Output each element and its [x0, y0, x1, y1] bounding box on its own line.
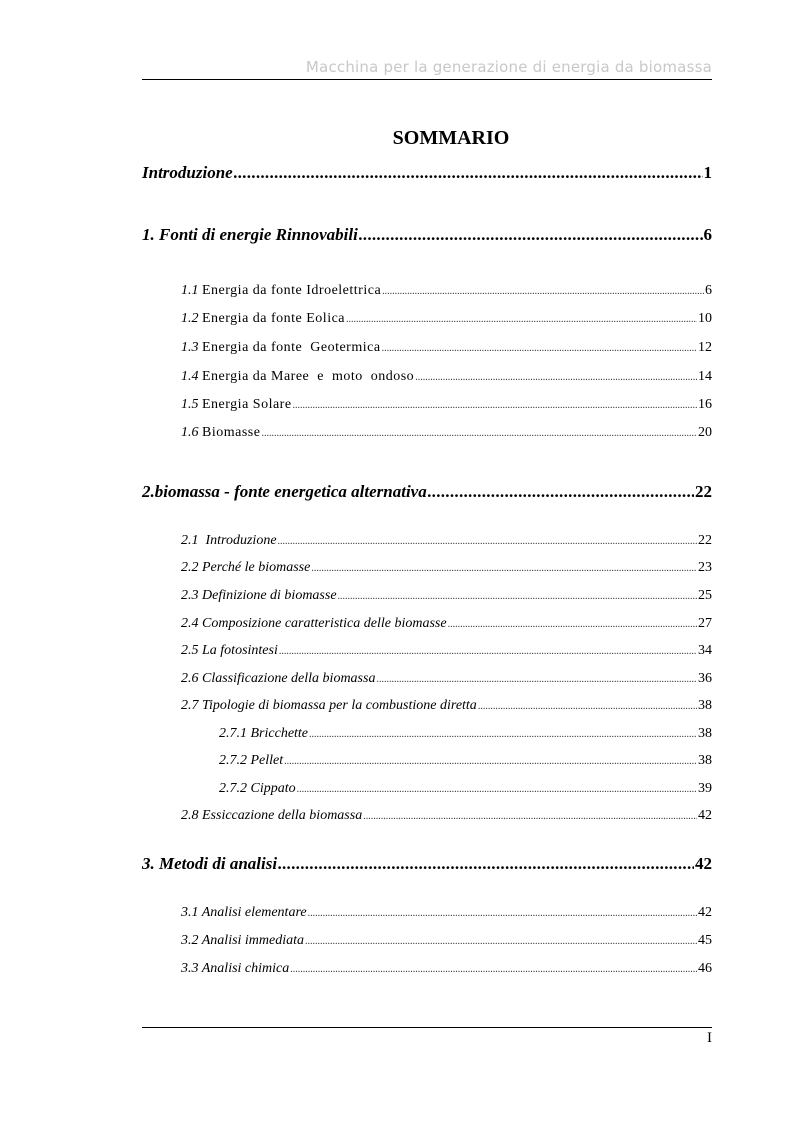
toc-label: 3.3 Analisi chimica [181, 961, 290, 976]
toc-page: 39 [698, 781, 712, 796]
toc-page: 36 [698, 671, 712, 686]
toc-number: 1.4 [181, 369, 199, 384]
toc-label: 2.4 Composizione caratteristica delle biomasse [181, 616, 447, 631]
toc-entry-chapter-1[interactable] [142, 225, 712, 245]
toc-leader [376, 674, 697, 685]
toc-label: 3.2 Analisi immediata [181, 933, 305, 948]
toc-entry-2-5[interactable] [181, 643, 712, 659]
toc-label: 1. Fonti di energie Rinnovabili [142, 225, 358, 244]
toc-page: 42 [698, 905, 712, 920]
toc-leader [234, 163, 703, 183]
toc-page: 23 [698, 560, 712, 575]
toc-label: 3. Metodi di analisi [142, 854, 278, 873]
toc-page: 20 [698, 425, 712, 440]
toc-leader [278, 854, 694, 874]
toc-label: 2.7.2 Pellet [219, 753, 284, 768]
header-rule [142, 79, 712, 80]
toc-entry-2-3[interactable] [181, 588, 712, 604]
toc-number: 1.3 [181, 340, 199, 355]
running-header: Macchina per la generazione di energia da biomassa [305, 58, 712, 76]
toc-page: 22 [698, 533, 712, 548]
toc-entry-2-7[interactable] [181, 698, 712, 714]
toc-leader [305, 936, 697, 947]
toc-page: 12 [698, 340, 712, 355]
toc-leader [261, 428, 697, 439]
toc-leader [428, 482, 694, 502]
toc-page: 38 [698, 698, 712, 713]
toc-leader [363, 811, 697, 822]
toc-page: 42 [698, 808, 712, 823]
toc-entry-1-1[interactable] [181, 283, 712, 299]
toc-leader [359, 225, 703, 245]
toc-leader [297, 784, 697, 795]
toc-entry-3-2[interactable] [181, 933, 712, 949]
toc-label: 2.2 Perché le biomasse [181, 560, 311, 575]
toc-leader [382, 343, 697, 354]
toc-entry-1-4[interactable] [181, 369, 712, 385]
toc-page: 6 [703, 225, 712, 244]
toc-leader [311, 563, 697, 574]
toc-entry-2-2[interactable] [181, 560, 712, 576]
toc-leader [448, 619, 697, 630]
toc-label: Biomasse [202, 425, 261, 440]
toc-page: 46 [698, 961, 712, 976]
page-title: SOMMARIO [392, 127, 510, 149]
toc-leader [309, 729, 697, 740]
toc-page: 1 [703, 163, 712, 182]
toc-page: 38 [698, 753, 712, 768]
toc-leader [415, 372, 697, 383]
toc-entry-2-7-3[interactable] [219, 781, 712, 797]
toc-label: Energia da fonte Idroelettrica [202, 283, 382, 298]
toc-number: 1.1 [181, 283, 199, 298]
toc-label: 2.7.2 Cippato [219, 781, 296, 796]
toc-entry-2-8[interactable] [181, 808, 712, 824]
toc-label: Energia Solare [202, 397, 292, 412]
toc-entry-introduzione[interactable] [142, 163, 712, 183]
toc-entry-2-1[interactable] [181, 533, 712, 549]
toc-label: 2.7.1 Bricchette [219, 726, 309, 741]
toc-label: Energia da Maree e moto ondoso [202, 369, 415, 384]
toc-page: 14 [698, 369, 712, 384]
toc-label: Introduzione [142, 163, 233, 182]
footer-rule [142, 1027, 712, 1028]
toc-label: 2.8 Essiccazione della biomassa [181, 808, 363, 823]
page-number: I [707, 1030, 712, 1046]
toc-entry-1-3[interactable] [181, 340, 712, 356]
toc-page: 22 [695, 482, 712, 501]
toc-entry-chapter-2[interactable] [142, 482, 712, 502]
toc-label: 2.7 Tipologie di biomassa per la combustione diretta [181, 698, 477, 713]
toc-label: 2.5 La fotosintesi [181, 643, 278, 658]
toc-leader [284, 756, 697, 767]
toc-entry-1-2[interactable] [181, 311, 712, 327]
toc-label: 3.1 Analisi elementare [181, 905, 307, 920]
toc-label: Energia da fonte Eolica [202, 311, 346, 326]
toc-entry-2-7-2[interactable] [219, 753, 712, 769]
toc-leader [382, 286, 704, 297]
toc-leader [338, 591, 697, 602]
toc-page: 27 [698, 616, 712, 631]
toc-label: 2.biomassa - fonte energetica alternativa [142, 482, 427, 501]
toc-leader [478, 701, 697, 712]
toc-leader [278, 536, 697, 547]
toc-number: 1.5 [181, 397, 199, 412]
toc-label: 2.6 Classificazione della biomassa [181, 671, 376, 686]
toc-entry-1-6[interactable] [181, 425, 712, 441]
toc-page: 38 [698, 726, 712, 741]
toc-page: 42 [695, 854, 712, 873]
toc-page: 45 [698, 933, 712, 948]
toc-label: 2.3 Definizione di biomasse [181, 588, 337, 603]
toc-page: 34 [698, 643, 712, 658]
toc-leader [279, 646, 697, 657]
toc-entry-2-6[interactable] [181, 671, 712, 687]
toc-entry-3-1[interactable] [181, 905, 712, 921]
toc-entry-chapter-3[interactable] [142, 854, 712, 874]
toc-entry-2-4[interactable] [181, 616, 712, 632]
toc-page: 16 [698, 397, 712, 412]
toc-label: 2.1 Introduzione [181, 533, 277, 548]
toc-page: 6 [705, 283, 712, 298]
toc-number: 1.2 [181, 311, 199, 326]
toc-entry-2-7-1[interactable] [219, 726, 712, 742]
toc-leader [346, 314, 697, 325]
toc-leader [290, 964, 697, 975]
toc-label: Energia da fonte Geotermica [202, 340, 381, 355]
toc-entry-3-3[interactable] [181, 961, 712, 977]
toc-page: 10 [698, 311, 712, 326]
toc-leader [308, 908, 697, 919]
toc-page: 25 [698, 588, 712, 603]
toc-leader [293, 400, 697, 411]
toc-number: 1.6 [181, 425, 199, 440]
toc-entry-1-5[interactable] [181, 397, 712, 413]
